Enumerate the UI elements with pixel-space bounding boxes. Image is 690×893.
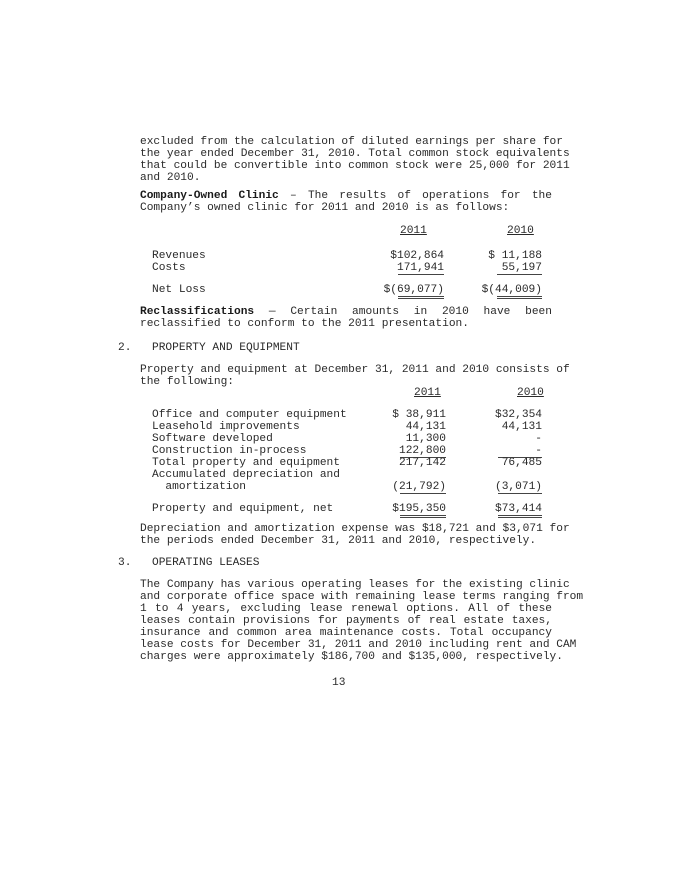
double-underline-rule (400, 517, 446, 518)
row-label: Total property and equipment (152, 457, 340, 469)
paragraph-line: the periods ended December 31, 2011 and 2010, respectively. (140, 535, 537, 547)
row-label: Costs (152, 262, 186, 274)
operating-leases-paragraph (140, 579, 584, 663)
row-value-2011: $(69,077) (383, 284, 444, 296)
paragraph-line: Property and equipment at December 31, 2011 and 2010 consists of (140, 364, 570, 376)
row-label: Office and computer equipment (152, 409, 347, 421)
property-intro-paragraph (140, 364, 570, 388)
row-value-2011: 44,131 (405, 421, 446, 433)
row-value-2010: $ 11,188 (488, 250, 542, 262)
paragraph-line: the year ended December 31, 2010. Total common stock equivalents (140, 148, 570, 160)
reclassifications-paragraph (140, 306, 552, 330)
row-value-2010: $73,414 (495, 503, 542, 515)
dash: — (254, 306, 291, 318)
double-underline-rule (497, 296, 542, 297)
paragraph-line: excluded from the calculation of diluted earnings per share for (140, 136, 563, 148)
row-value-2011: (21,792) (392, 481, 446, 493)
paragraph-line (140, 190, 552, 202)
row-value-2010: - (535, 445, 542, 457)
row-value-2010: 55,197 (501, 262, 542, 274)
double-underline-rule (400, 515, 446, 516)
row-value-2010: $(44,009) (481, 284, 542, 296)
row-value-2011: 122,800 (399, 445, 446, 457)
row-label: Revenues (152, 250, 206, 262)
row-value-2010: (3,071) (495, 481, 542, 493)
paragraph-line: leases contain provisions for payments of real estate taxes, (140, 615, 552, 627)
underline-rule (400, 493, 446, 494)
property-col-2010: 2010 (517, 387, 544, 399)
row-label: Net Loss (152, 284, 206, 296)
row-value-2010: 76,485 (501, 457, 542, 469)
row-value-2010: $32,354 (495, 409, 542, 421)
row-value-2011: $102,864 (390, 250, 444, 262)
row-label: Construction in-process (152, 445, 307, 457)
paragraph-text: Certain amounts in 2010 have been (290, 306, 552, 318)
paragraph-line: insurance and common area maintenance costs. Total occupancy (140, 627, 552, 639)
page-number: 13 (332, 677, 346, 689)
dash: – (278, 190, 308, 202)
underline-rule (398, 274, 444, 275)
paragraph-text: The results of operations for the (307, 190, 552, 202)
section-title: PROPERTY AND EQUIPMENT (152, 342, 300, 354)
double-underline-rule (497, 298, 542, 299)
clinic-heading: Company-Owned Clinic (140, 190, 279, 202)
clinic-col-2011: 2011 (400, 225, 427, 237)
row-value-2011: $ 38,911 (392, 409, 446, 421)
depreciation-paragraph (140, 523, 570, 547)
clinic-col-2010: 2010 (507, 225, 534, 237)
row-label: Property and equipment, net (152, 503, 334, 515)
paragraph-line: reclassified to conform to the 2011 presentation. (140, 318, 469, 330)
paragraph-line: 1 to 4 years, excluding lease renewal options. All of these (140, 603, 552, 615)
property-col-2011: 2011 (414, 387, 441, 399)
paragraph-line (140, 306, 552, 318)
underline-rule (498, 493, 542, 494)
double-underline-rule (398, 296, 444, 297)
paragraph-line: that could be convertible into common stock were 25,000 for 2011 (140, 160, 570, 172)
paragraph-line: Company’s owned clinic for 2011 and 2010 is as follows: (140, 202, 510, 214)
clinic-paragraph (140, 190, 552, 214)
section-number: 2. (118, 342, 132, 354)
row-value-2011: 217,142 (399, 457, 446, 469)
section-number: 3. (118, 557, 132, 569)
row-value-2011: $195,350 (392, 503, 446, 515)
paragraph-line: charges were approximately $186,700 and $135,000, respectively. (140, 651, 563, 663)
double-underline-rule (498, 517, 542, 518)
paragraph-line: The Company has various operating leases for the existing clinic (140, 579, 570, 591)
paragraph-line: Depreciation and amortization expense was $18,721 and $3,071 for (140, 523, 570, 535)
paragraph-line: and corporate office space with remaining lease terms ranging from (140, 591, 584, 603)
row-value-2010: 44,131 (501, 421, 542, 433)
double-underline-rule (398, 298, 444, 299)
row-label: amortization (152, 481, 246, 493)
row-label: Leasehold improvements (152, 421, 300, 433)
paragraph-line: and 2010. (140, 172, 201, 184)
paragraph-line: lease costs for December 31, 2011 and 2010 including rent and CAM (140, 639, 577, 651)
section-title: OPERATING LEASES (152, 557, 260, 569)
paragraph-line: the following: (140, 376, 234, 388)
reclassifications-heading: Reclassifications (140, 306, 255, 318)
underline-rule (497, 274, 542, 275)
double-underline-rule (498, 515, 542, 516)
row-label: Accumulated depreciation and (152, 469, 340, 481)
row-value-2011: 11,300 (405, 433, 446, 445)
row-value-2010: - (535, 433, 542, 445)
eps-paragraph (140, 136, 570, 184)
row-value-2011: 171,941 (397, 262, 444, 274)
row-label: Software developed (152, 433, 273, 445)
